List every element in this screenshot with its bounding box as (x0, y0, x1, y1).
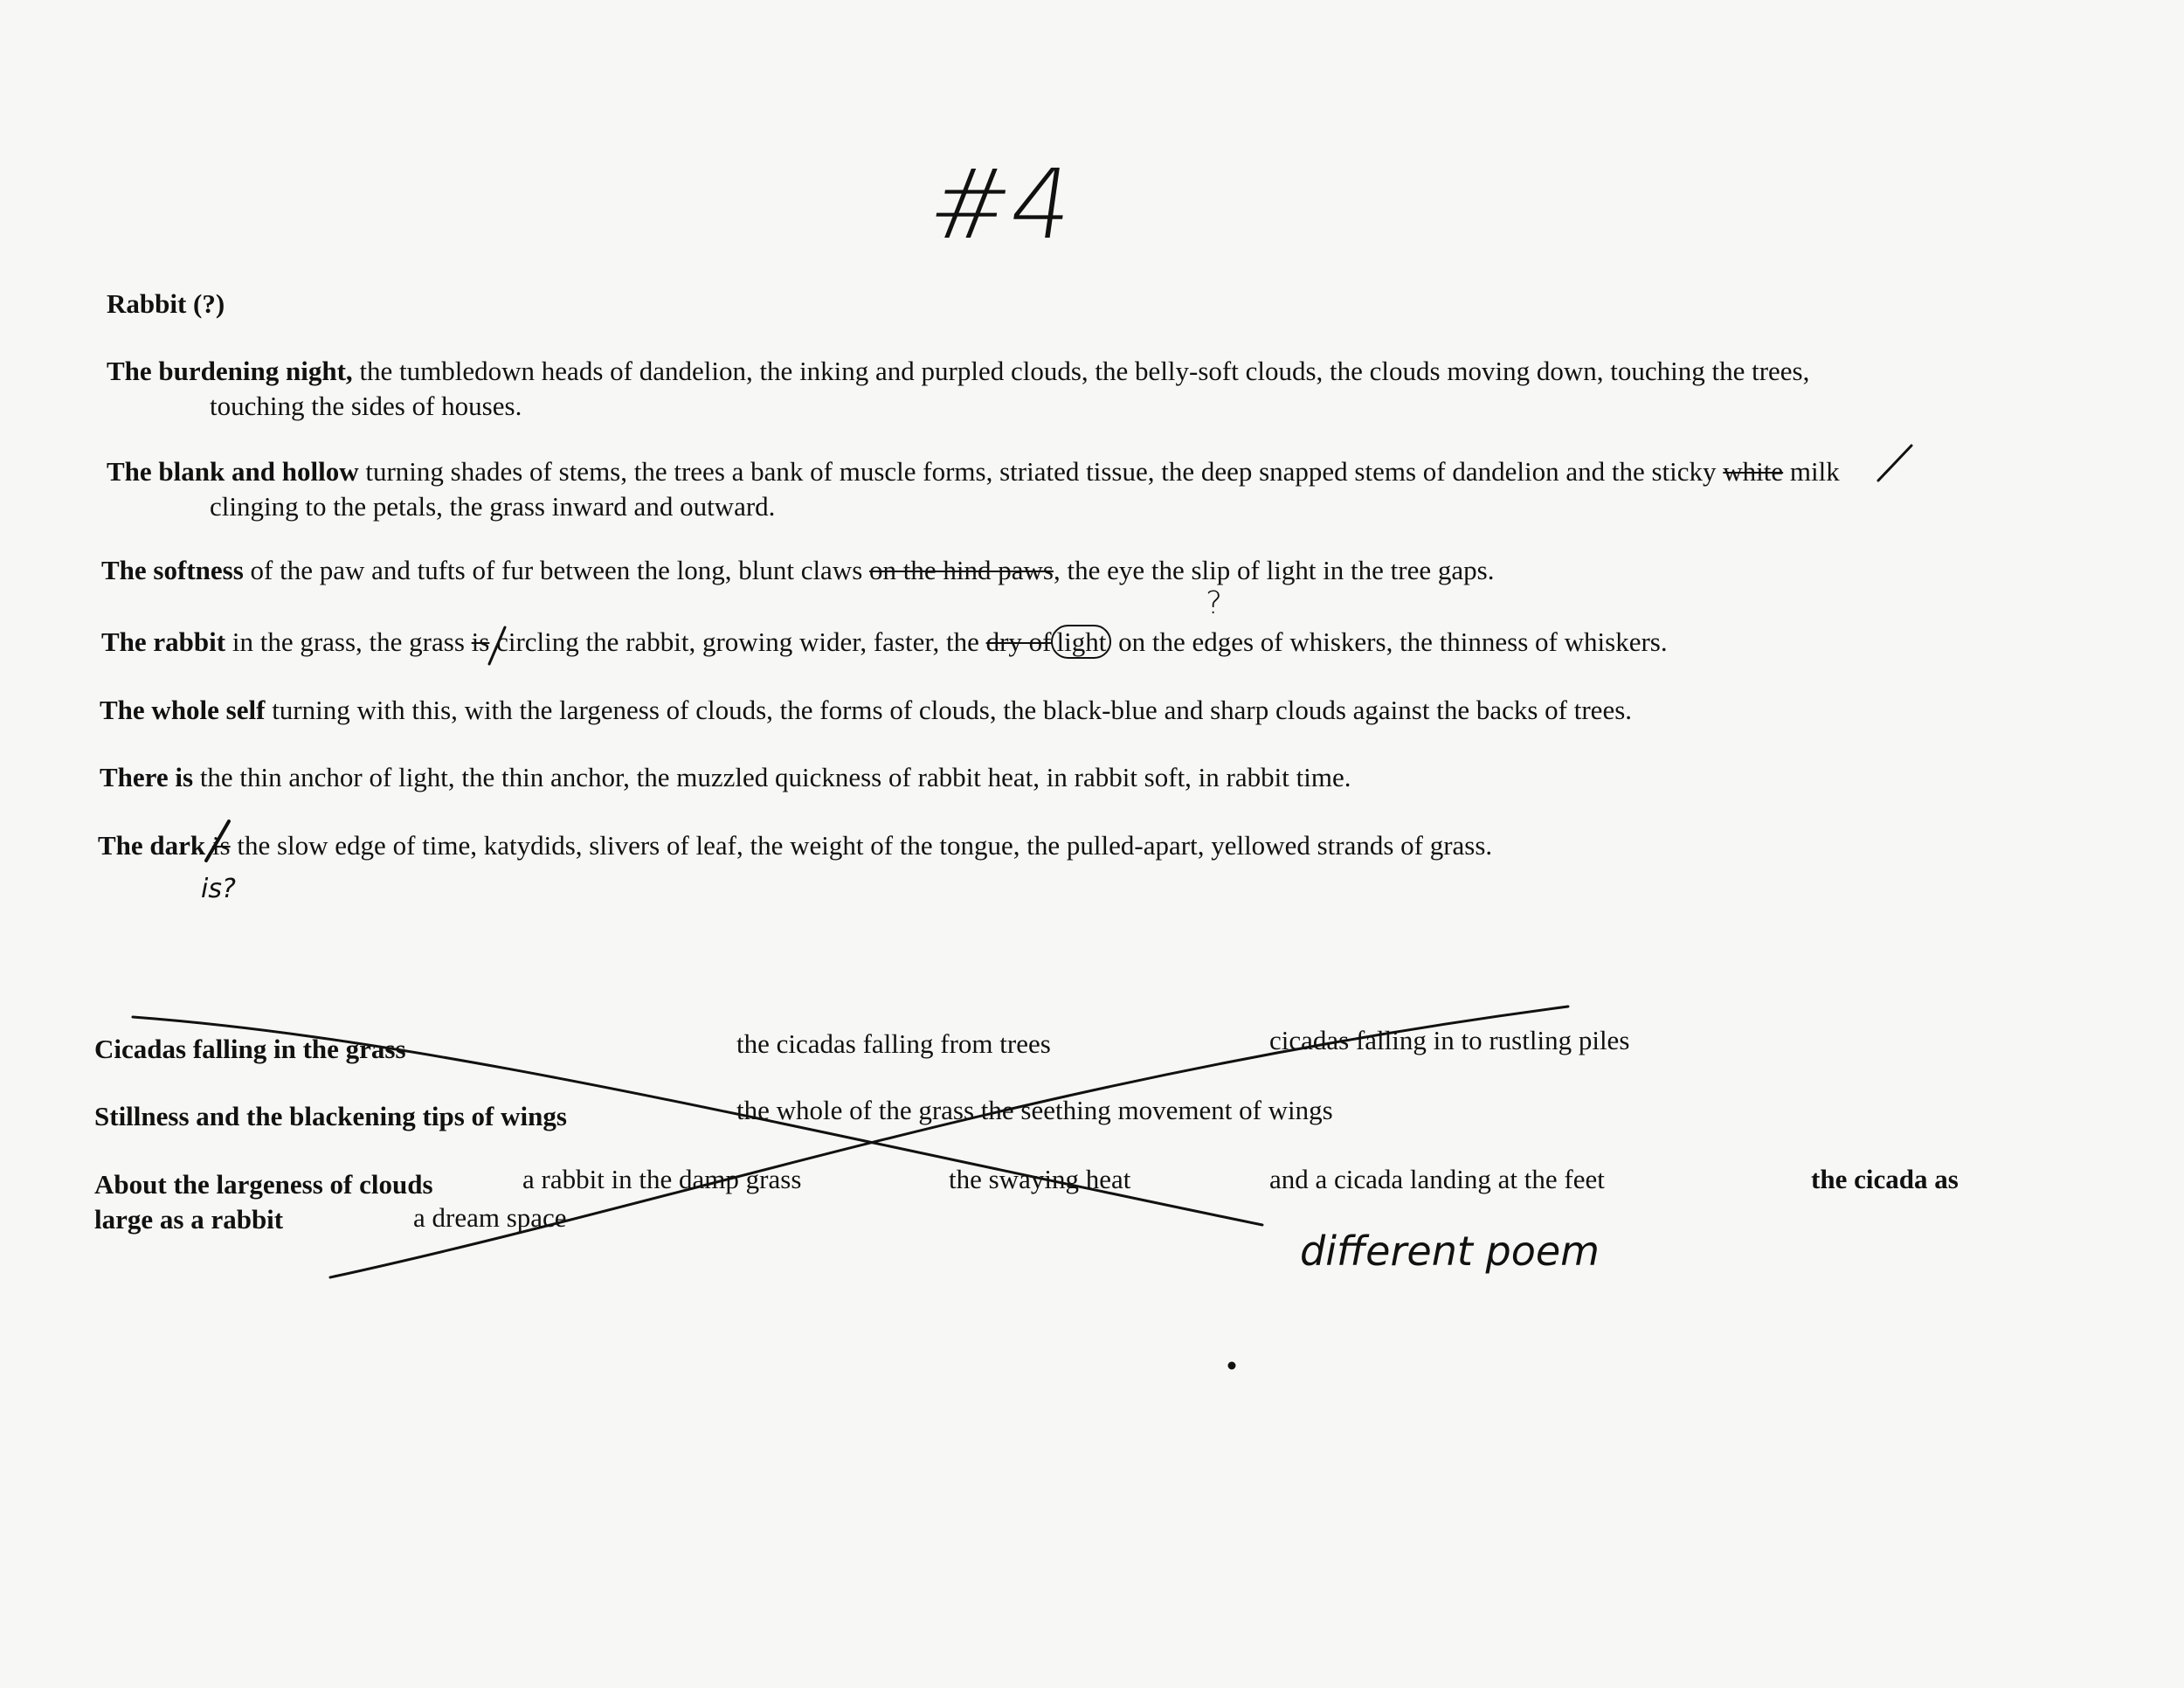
stanza-text: the tumbledown heads of dandelion, the inking and purpled clouds, the belly-soft clouds, the clouds moving down, touching the trees, (352, 356, 1810, 386)
slash-mark (1878, 446, 1911, 481)
fragment: Stillness and the blackening tips of wings (94, 1101, 567, 1131)
margin-question-mark: ? (1206, 585, 1223, 621)
stanza-text: circling the rabbit, growing wider, faster, the (489, 626, 986, 657)
stanza-text: on the edges of whiskers, the thinness of whiskers. (1111, 626, 1668, 657)
fragment: a rabbit in the damp grass (522, 1164, 802, 1194)
stanza-continuation: clinging to the petals, the grass inward and outward. (210, 491, 776, 522)
stanza-text: milk (1783, 456, 1840, 487)
fragment: cicadas falling in to rustling piles (1269, 1025, 1630, 1055)
stanza-lead: The whole self (100, 695, 266, 725)
stanza-text: the slow edge of time, katydids, slivers of leaf, the weight of the tongue, the pulled-apart, yellowed strands of grass. (230, 830, 1493, 861)
fragment: the swaying heat (949, 1164, 1131, 1194)
struck-phrase: on the hind paws (869, 555, 1054, 585)
fragment: the cicadas falling from trees (736, 1028, 1051, 1059)
circled-word: light (1051, 625, 1111, 659)
margin-is-note: is? (201, 874, 236, 904)
stanza-lead: The dark (98, 830, 206, 861)
stanza-text: of the paw and tufts of fur between the long, blunt claws (243, 555, 870, 585)
handwritten-number: #4 (923, 149, 1081, 260)
stanza-lead: The blank and hollow (107, 456, 359, 487)
handwritten-note: different poem (1300, 1228, 1600, 1275)
fragment: large as a rabbit (94, 1204, 284, 1235)
slash-mark (489, 627, 505, 664)
fragment: Cicadas falling in the grass (94, 1034, 406, 1064)
stanza-text: the thin anchor of light, the thin anchor, the muzzled quickness of rabbit heat, in rabbit soft, in rabbit time. (193, 762, 1351, 792)
struck-word: white (1723, 456, 1784, 487)
stanza-text: turning with this, with the largeness of clouds, the forms of clouds, the black-blue and sharp clouds against the backs of trees. (265, 695, 1633, 725)
struck-word: is (211, 830, 231, 861)
poem-title: Rabbit (?) (107, 288, 225, 319)
fragment: a dream space (413, 1202, 567, 1233)
stanza-text: , the eye the slip of light in the tree gaps. (1053, 555, 1495, 585)
stanza-text: turning shades of stems, the trees a bank of muscle forms, striated tissue, the deep snapped stems of dandelion and the sticky (358, 456, 1724, 487)
fragment: the cicada as (1811, 1164, 1959, 1194)
stanza-lead: The burdening night, (107, 356, 353, 386)
fragment: the whole of the grass the seething movement of wings (736, 1095, 1333, 1125)
stanza-continuation: touching the sides of houses. (210, 391, 522, 421)
fragment: About the largeness of clouds (94, 1169, 433, 1200)
slash-mark (206, 821, 229, 861)
struck-word: is (471, 626, 490, 657)
cross-out-line (133, 1017, 1262, 1225)
stanza-lead: The rabbit (101, 626, 226, 657)
ink-dot (1228, 1362, 1235, 1369)
stanza-text: in the grass, the grass (225, 626, 472, 657)
fragment: and a cicada landing at the feet (1269, 1164, 1605, 1194)
stanza-lead: There is (100, 762, 194, 792)
struck-phrase: dry of (985, 626, 1052, 657)
stanza-lead: The softness (101, 555, 244, 585)
